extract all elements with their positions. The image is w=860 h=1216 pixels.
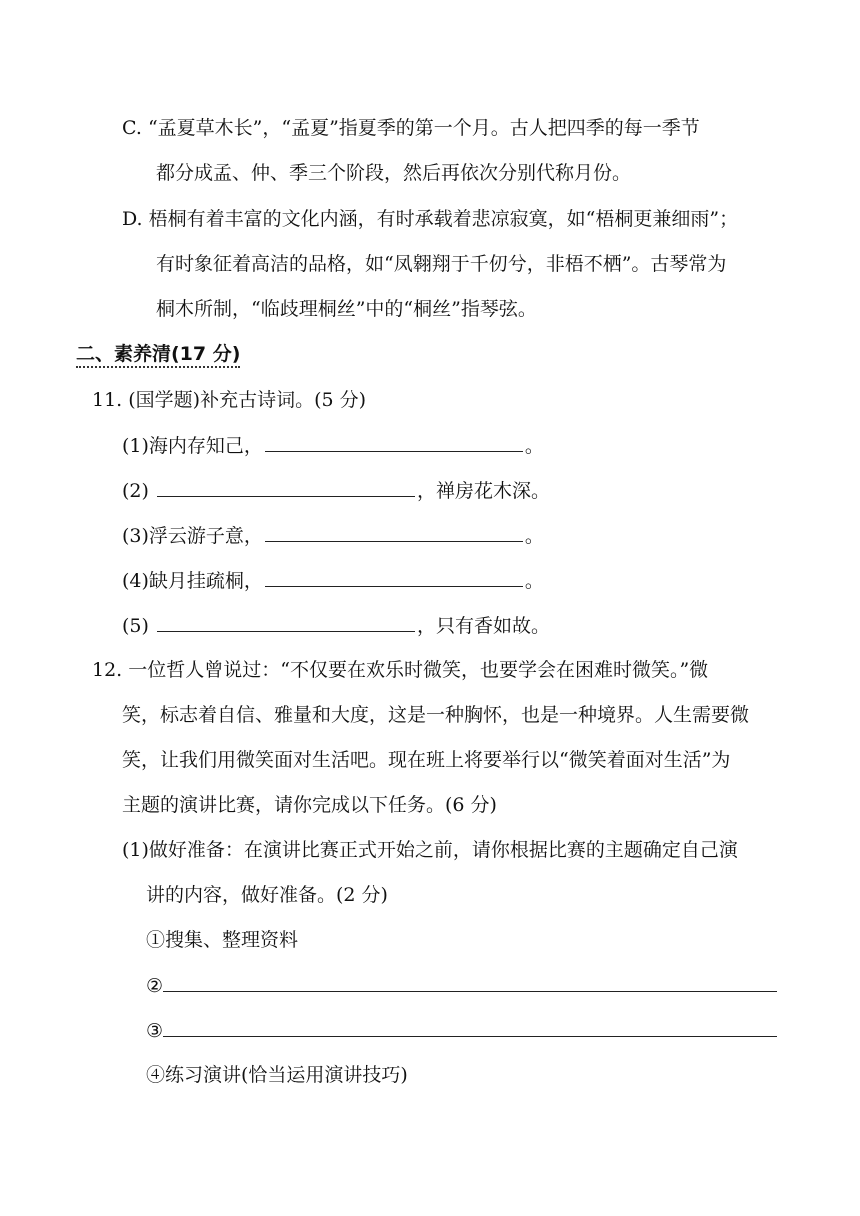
- q11-item-5-suffix: ，只有香如故。: [416, 615, 550, 637]
- q11-item-2-suffix: ，禅房花木深。: [416, 480, 550, 502]
- question-12-line-3: 笑，让我们用微笑面对生活吧。现在班上将要举行以“微笑着面对生活”为: [122, 749, 731, 771]
- q11-item-2-prefix: (2): [122, 480, 155, 502]
- q12-sub1-line-2: 讲的内容，做好准备。(2 分): [146, 884, 388, 906]
- question-11-stem: 11. (国学题)补充古诗词。(5 分): [92, 389, 367, 411]
- step-2-number: ②: [146, 975, 164, 997]
- question-12-line-2: 笑，标志着自信、雅量和大度，这是一种胸怀，也是一种境界。人生需要微: [122, 704, 750, 726]
- step-2-answer-blank[interactable]: [163, 972, 777, 992]
- option-c-line-2: 都分成孟、仲、季三个阶段，然后再依次分别代称月份。: [156, 162, 632, 184]
- section-heading: [76, 341, 240, 367]
- option-d-line-1: D. 梧桐有着丰富的文化内涵，有时承载着悲凉寂寞，如“梧桐更兼细雨”；: [122, 208, 739, 230]
- question-12-line-4: 主题的演讲比赛，请你完成以下任务。(6 分): [122, 794, 497, 816]
- option-c-line-1: C. “孟夏草木长”，“孟夏”指夏季的第一个月。古人把四季的每一季节: [122, 117, 700, 139]
- answer-blank-2[interactable]: [157, 477, 415, 497]
- q11-item-5-prefix: (5): [122, 615, 155, 637]
- answer-blank-1[interactable]: [265, 432, 523, 452]
- q11-item-1-suffix: 。: [524, 435, 544, 457]
- question-12-line-1: 12. 一位哲人曾说过：“不仅要在欢乐时微笑，也要学会在困难时微笑。”微: [92, 659, 709, 681]
- q11-item-1-prefix: (1)海内存知己，: [122, 435, 263, 457]
- step-3: [146, 1017, 779, 1044]
- q11-item-2: [122, 477, 550, 504]
- q11-item-3-suffix: 。: [524, 525, 544, 547]
- q11-item-4: [122, 567, 544, 594]
- step-2: [146, 972, 779, 999]
- option-d-line-3: 桐木所制，“临歧理桐丝”中的“桐丝”指琴弦。: [156, 298, 537, 320]
- step-4: ④练习演讲(恰当运用演讲技巧): [146, 1064, 408, 1086]
- step-1: ①搜集、整理资料: [146, 929, 299, 951]
- q12-sub1-line-1: (1)做好准备：在演讲比赛正式开始之前，请你根据比赛的主题确定自己演: [122, 839, 738, 861]
- step-3-answer-blank[interactable]: [163, 1017, 777, 1037]
- q11-item-5: [122, 612, 550, 639]
- option-d-line-2: 有时象征着高洁的品格，如“凤翱翔于千仞兮，非梧不栖”。古琴常为: [156, 253, 727, 275]
- q11-item-4-prefix: (4)缺月挂疏桐，: [122, 570, 263, 592]
- step-3-number: ③: [146, 1020, 164, 1042]
- q11-item-1: [122, 432, 544, 459]
- q11-item-3: [122, 522, 544, 549]
- answer-blank-4[interactable]: [265, 567, 523, 587]
- q11-item-4-suffix: 。: [524, 570, 544, 592]
- answer-blank-5[interactable]: [157, 612, 415, 632]
- answer-blank-3[interactable]: [265, 522, 523, 542]
- section-title: 二、素养清(17 分): [76, 343, 240, 368]
- q11-item-3-prefix: (3)浮云游子意，: [122, 525, 263, 547]
